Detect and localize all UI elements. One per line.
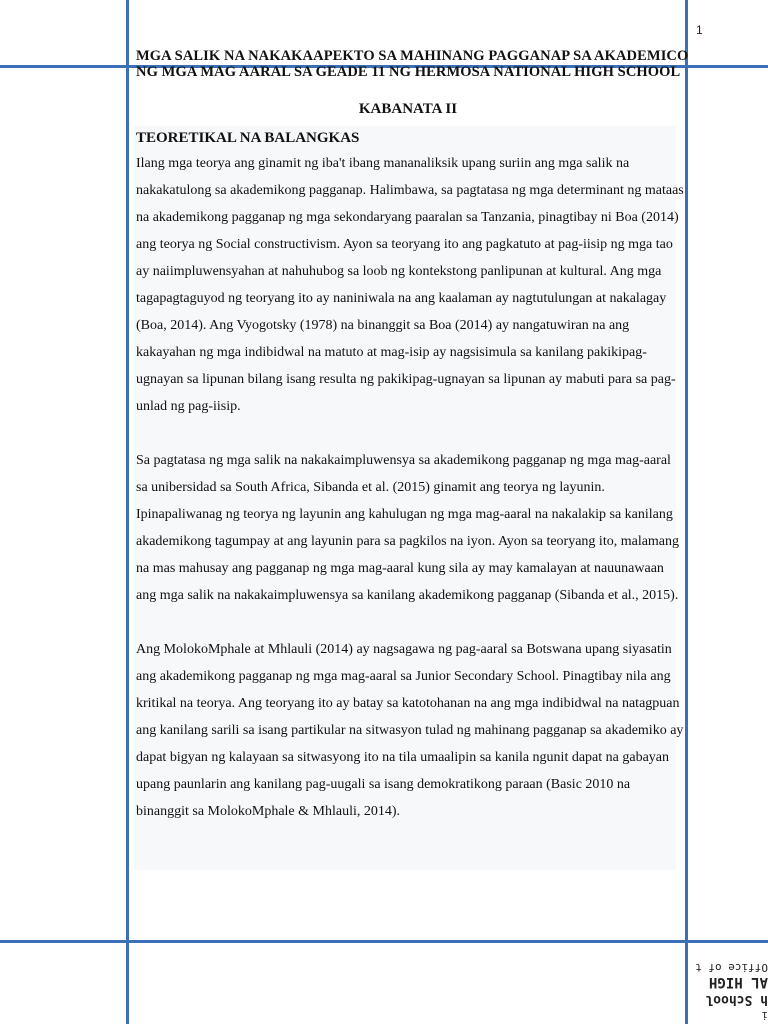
stamp-line-3: h School <box>705 992 768 1007</box>
paragraph-3: Ang MolokoMphale at Mhlauli (2014) ay nagsagawa ng pag-aaral sa Botswana upang siyasatin ang akademikong pagganap ng mga mag-aaral sa Junior Secondary School. Pinagtibay nila ang kritikal na teorya. Ang teoryang ito ay batay sa katotohanan na ang mga indibidwal na natagpuan ang kanilang sarili sa isang partikular na sitwasyon tulad ng mahinang pagganap sa akademiko ay dapat bigyan ng kalayaan sa sitwasyong ito na tila umaalipin sa kanila ngunit dapat na gabayan upang paunlarin ang kanilang pag-uugali sa isang demokratikong paraan (Basic 2010 na binanggit sa MolokoMphale & Mhlauli, 2014). <box>136 642 684 819</box>
document-title: MGA SALIK NA NAKAKAAPEKTO SA MAHINANG PAGGANAP SA AKADEMICO NG MGA MAG AARAL SA GEADE 11 NG HERMOSA NATIONAL HIGH SCHOOL <box>136 48 689 80</box>
paragraph-1: Ilang mga teorya ang ginamit ng iba't ibang mananaliksik upang suriin ang mga salik na nakakatulong sa akademikong pagganap. Halimbawa, sa pagtatasa ng mga determinant ng mataas na akademikong pagganap ng mga sekondaryang paaralan sa Tanzania, pinagtibay ni Boa (2014) ang teorya ng Social constructivism. Ayon sa teoryang ito ang pagkatuto at pag-iisip ng mga tao ay naiimpluwensyahan at nahuhubog sa loob ng kontekstong panlipunan at kultural. Ang mga tagapagtaguyod ng teoryang ito ay naniniwala na ang kaalaman ay nagtutulungan at nakalagay (Boa, 2014). Ang Vyogotsky (1978) na binanggit sa Boa (2014) ay nangatuwiran na ang kakayahan ng mga indibidwal na matuto at mag-isip ay nagsisimula sa kanilang pakikipag-ugnayan sa lipunan bilang isang resulta ng pakikipag-ugnayan sa lipunan ay mabuti para sa pag-unlad ng pag-iisip. <box>136 156 684 414</box>
body-content <box>136 150 684 852</box>
right-margin-line <box>685 0 688 1024</box>
stamp-line-4: i <box>761 1009 768 1022</box>
left-margin-line <box>126 0 129 1024</box>
bottom-margin-line <box>0 940 768 943</box>
school-stamp <box>694 946 768 1024</box>
page-number: 1 <box>696 23 703 37</box>
paragraph-2: Sa pagtatasa ng mga salik na nakakaimpluwensya sa akademikong pagganap ng mga mag-aaral sa unibersidad sa South Africa, Sibanda et al. (2015) ginamit ang teorya ng layunin. Ipinapaliwanag ng teorya ng layunin ang kahulugan ng mga mag-aaral na nakalakip sa kanilang akademikong tagumpay at ang layunin para sa pagkilos na iyon. Ayon sa teoryang ito, malamang na mas mahusay ang pagganap ng mga mag-aaral kung sila ay may kamalayan at nauunawaan ang mga salik na nakakaimpluwensya sa kanilang akademikong pagganap (Sibanda et al., 2015). <box>136 453 680 603</box>
section-heading: TEORETIKAL NA BALANGKAS <box>136 130 360 146</box>
stamp-line-1: Office of t <box>695 961 768 974</box>
chapter-heading: KABANATA II <box>358 101 458 117</box>
stamp-line-2: AL HIGH <box>708 974 768 990</box>
